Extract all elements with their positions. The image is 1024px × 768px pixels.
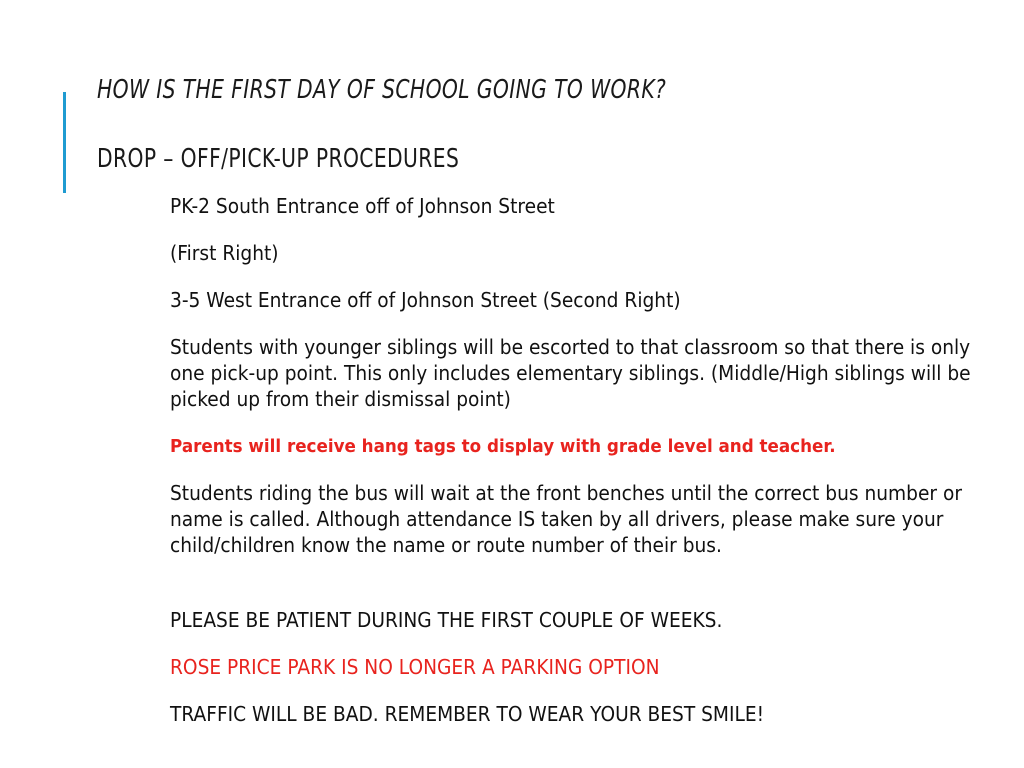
body-paragraph-siblings: Students with younger siblings will be escorted to that classroom so that there is only one pick-up point. This only includes elementary siblings. (Middle/High siblings will be picked up from their dismissal point) xyxy=(170,335,971,411)
body-paragraph-bus-riders: Students riding the bus will wait at the front benches until the correct bus number or name is called. Although attendance IS taken by all drivers, please make sure your child/children know the name or route number of their bus. xyxy=(170,481,962,557)
body-paragraph-3-5-entrance: 3-5 West Entrance off of Johnson Street (Second Right) xyxy=(170,288,681,312)
title-accent-bar xyxy=(63,92,66,193)
body-paragraph-be-patient: PLEASE BE PATIENT DURING THE FIRST COUPLE OF WEEKS. xyxy=(170,608,723,632)
body-paragraph-hang-tags: Parents will receive hang tags to display with grade level and teacher. xyxy=(170,436,836,457)
slide-subtitle: DROP – OFF/PICK-UP PROCEDURES xyxy=(97,144,460,174)
body-paragraph-first-right: (First Right) xyxy=(170,241,279,265)
slide-title-block xyxy=(97,73,783,176)
slide-title: HOW IS THE FIRST DAY OF SCHOOL GOING TO WORK? xyxy=(97,75,667,105)
body-paragraph-pk2-entrance: PK-2 South Entrance off of Johnson Street xyxy=(170,194,555,218)
body-paragraph-traffic: TRAFFIC WILL BE BAD. REMEMBER TO WEAR YOUR BEST SMILE! xyxy=(170,702,765,726)
body-paragraph-parking-notice: ROSE PRICE PARK IS NO LONGER A PARKING OPTION xyxy=(170,655,660,679)
